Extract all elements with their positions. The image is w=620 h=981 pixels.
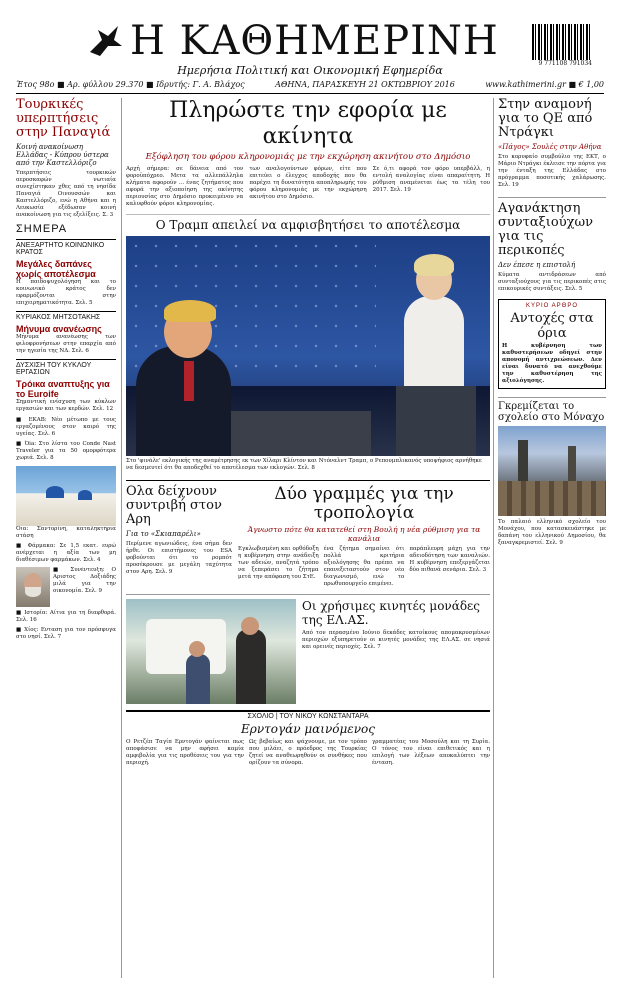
beard: [25, 587, 41, 597]
right-column: [498, 98, 606, 547]
brief-item: ■ Συνέντευξη: Ο Αριστος Δοξιάδης μιλά για την οικονομία. Σελ. 9: [53, 567, 116, 594]
issue-info-bar: [16, 80, 604, 94]
photo-caption: Στο 'φινάλε' εκλογικής της αναμέτρησης εκ των Χίλαρι Κλίντον και Ντόναλντ Τραμπ, ο Ρεπουμπλικανός υποψήφιος αρνήθηκε να δεσμευτεί ότι θα αποδεχθεί το αποτέλεσμα των εκλογών. Σελ. 8: [126, 458, 482, 471]
interviewee-photo: [16, 567, 50, 607]
opinion-headline[interactable]: Ερντογάν μαινόμενος: [241, 722, 375, 736]
editorial-headline[interactable]: Αντοχές στα όρια: [510, 311, 594, 341]
article-kicker: Για το «Σκιαπαρέλι»: [126, 530, 201, 538]
podium: [221, 411, 371, 456]
editorial-body: Η κυβέρνηση των καθυστερήσεων οδηγεί στην απονομή αντιχρεώσεων. Δεν είναι δυνατό να ανεχθούμε την καθυστέρηση της αξιολόγησης.: [502, 343, 602, 384]
brief-item[interactable]: ■ ΕΚΑΒ: Νέο μέτωπο με τους εργαζομένους στον καιρό της υγείας. Σελ. 6: [16, 417, 116, 437]
main-kicker: Εξόφληση του φόρου κληρονομιάς με την εκχώρηση ακινήτου στο Δημόσιο: [145, 152, 471, 162]
barcode-number: 9 771108 791034: [538, 60, 592, 67]
person: [186, 654, 210, 704]
brief-headline[interactable]: Μήνυμα ανανέωσης: [16, 324, 102, 334]
article-column: παράπλευρη μάχη για την αδειοδότηση των καναλιών. Η κυβέρνηση επεξεργάζεται δύο πιθανά σενάρια. Σελ. 3: [409, 546, 490, 573]
tie: [184, 361, 194, 401]
main-headline[interactable]: Πληρώστε την εφορία με ακίνητα: [169, 98, 447, 149]
article-body: Υπερπτήσεις τουρκικών αεροσκαφών νωτιαία συνεχίστηκαν χθες από τη νησίδα Παναγιά Οινουσσών και Καστελλόριζο, ενώ η Αθήνα και η Λευκωσία εξέδωσαν κοινή ανακοίνωση για τις εξελίξεις. Σ. 3: [16, 170, 116, 218]
article-headline[interactable]: Αγανάκτηση συνταξιούχων για τις περικοπές: [498, 197, 606, 258]
section-label: ΑΝΕΞΑΡΤΗΤΟ ΚΟΙΝΩΝΙΚΟ ΚΡΑΤΟΣ: [16, 239, 116, 256]
website-price: www.kathimerini.gr ■ € 1,00: [485, 80, 604, 89]
opinion-bar: ΣΧΟΛΙΟ | ΤΟΥ ΝΙΚΟΥ ΚΩΝΣΤΑΝΤΑΡΑ: [126, 710, 490, 720]
article-column: Ο Ρετζέπ Ταγίπ Ερντογάν φαίνεται πως αποφάσισε να μην αφήσει καμία αμφιβολία για τις προθέσεις του για την περιοχή.: [126, 739, 244, 766]
mars-article: [126, 485, 232, 588]
brief-body: Η παιδοψυχολόγηση και το κοινωνικό κράτος δεν εφαρμόζονται στην επιχειρηματικότητα. Σελ. 5: [16, 279, 116, 306]
tropologia-article: [238, 485, 490, 588]
article-column: Ως βεβαίως και ψάχνουμε, με τον τρόπο που μιλάει, ο πρόεδρος της Τουρκίας ζητεί να αναθεωρηθούν οι συνθήκες που ορίζουν τα σύνορα.: [249, 739, 367, 766]
main-column: [126, 98, 490, 767]
article-headline[interactable]: Ολα δείχνουν συντριβή στον Αρη: [126, 484, 222, 527]
article-kicker: Άγνωστο πότε θα κατατεθεί στη Βουλή η νέα ρύθμιση για τα κανάλια: [247, 525, 481, 543]
brief-body: Σημαντική ενίσχυση των κύκλων εργασιών και των κερδών. Σελ. 12: [16, 399, 116, 412]
article-column: των αναλογούντων φόρων, είτε που επιτεύει ο έλεγχος αποδοχής που θα παρέχει τη δυνατότητα αποπληρωμής του φόρου κληρονομιάς με την εκχώρηση ακινήτου στο Δημόσιο.: [249, 166, 367, 200]
brief-body: Μήνυμα ανανέωσης των φιλοφρονήσεων στην επαρχία από την ηγεσία της ΝΔ. Σελ. 6: [16, 334, 116, 354]
left-column: [16, 98, 116, 641]
munich-article: [498, 397, 606, 547]
trump-headline[interactable]: Ο Τραμπ απειλεί να αμφισβητήσει το αποτέλεσμα: [126, 214, 490, 232]
article-kicker: «Πάγος» Σουλές στην Αθήνα: [498, 143, 602, 151]
article-headline[interactable]: Γκρεμίζεται το σχολείο στο Μόναχο: [498, 401, 605, 423]
article-column: γραμματέας του Μοσούλη και τη Συρία. Ο τόνος του είναι επιθετικός και η επιλογή των λέξεων αποκαλύπτει την ένταση.: [372, 739, 490, 766]
brief-item[interactable]: ■ Ιστορία: Αίτια για τη διαφθορά. Σελ. 16: [16, 610, 116, 623]
debate-photo: [126, 236, 490, 456]
article-body: Κύματα αντιδράσεων από συνταξιούχους για τις περικοπές στις επικουρικές συντάξεις. Σελ. 5: [498, 272, 606, 292]
clinic-article: [302, 599, 490, 704]
church-dome: [78, 490, 92, 500]
article-kicker: Δεν έπεσε η επιστολή: [498, 261, 576, 269]
bird-logo-icon: [88, 22, 124, 58]
main-article-body: [126, 166, 490, 208]
barcode: [532, 24, 592, 60]
second-row: [126, 480, 490, 588]
brief-item[interactable]: ■ Όia: Στο λίστα του Conde Nast Traveler για τα 50 ομορφότερα χωριά. Σελ. 8: [16, 441, 116, 461]
brief-item[interactable]: ■ Χίος: Ενταση για τον πρόσφυγα στο νησί. Σελ. 7: [16, 627, 116, 640]
trump-hair: [164, 300, 216, 322]
church-dome: [46, 486, 64, 498]
podium: [396, 386, 476, 456]
brief-headline[interactable]: Τρόικα αναπτυξης για το Euroife: [16, 379, 110, 399]
head: [189, 641, 205, 657]
santorini-photo: [16, 466, 116, 526]
munich-photo: [498, 426, 606, 516]
article-headline[interactable]: Οι χρήσιμες κινητές μονάδες της ΕΛ.ΑΣ.: [302, 599, 480, 627]
section-label: ΚΥΡΙΑΚΟΣ ΜΗΤΣΟΤΑΚΗΣ: [16, 311, 116, 321]
third-row: [126, 594, 490, 704]
interview-brief[interactable]: [16, 567, 116, 607]
section-today-title: ΣΗΜΕΡΑ: [16, 223, 68, 235]
opinion-body: [126, 739, 490, 767]
article-column: Σε ό,τι αφορά τον φόρο υπερβάλλ, η εντολή αναλογίας είναι απαραίτητη. Η ρύθμιση αναμένεται έως τα τέλη του 2017. Σελ. 19: [372, 166, 490, 193]
clinton-hair: [414, 254, 454, 276]
rooftops: [498, 481, 606, 516]
editorial-label: ΚΥΡΙΟ ΑΡΘΡΟ: [525, 303, 578, 309]
newspaper-subtitle: Ημερήσια Πολιτική και Οικονομική Εφημερίδα: [177, 64, 443, 77]
head: [241, 617, 259, 635]
article-column: Αρχή σήμερα: σε δάνεια από τον φοροϋπόχρεο. Μετα τα αλλεπάλληλα κλήματα αφορούν ... ένας ζητήματος που αφορά την αξιοποίηση της ακίνητης περιουσίας στο Δημόσιο προκειμένου να καλυφθούν φόροι κληρονομίας.: [126, 166, 244, 207]
article-body: Στο κορυφαίο συμβούλιο της ΕΚΤ, ο Μάριο Ντράγκι έκλεισε την πόρτα για την ένταξη της Ελλάδας στο πρόγραμμα ποσοτικής χαλάρωσης. Σελ. 19: [498, 154, 606, 188]
police-clinic-photo: [126, 599, 296, 704]
section-label: ΔΥΣΧΙΣΗ ΤΟΥ ΚΥΚΛΟΥ ΕΡΓΑΣΙΩΝ: [16, 359, 116, 376]
article-headline[interactable]: Στην αναμονή για το QE από Ντράγκι: [498, 97, 593, 140]
brief-headline[interactable]: Μεγάλες δαπάνες χωρίς αποτέλεσμα: [16, 259, 96, 279]
person: [236, 629, 266, 704]
article-body: Από τον περασμένο Ιούνιο δεκάδες κατοίκους απομακρυσμένων περιοχών εξυπηρετούν οι κινητές μονάδες της ΕΛ.ΑΣ. σε νησιά και ορεινές περιοχές. Σελ. 7: [302, 630, 490, 650]
article-kicker: Κοινή ανακοίνωση Ελλάδας - Κύπρου ύστερα από την Καστελλόριζο: [16, 143, 109, 167]
column-divider: [493, 98, 494, 978]
column-divider: [121, 98, 122, 978]
article-column: ένα ζήτημα σημαίνει ότι πολλά κριτήρια αξιολόγησης θα πρέπει να επανεξεταστούν στον νέο διαγωνισμό, ενώ το πρωθυπουργείο επιμένει.: [323, 546, 405, 587]
article-headline[interactable]: Δύο γραμμές για την τροπολογία: [274, 484, 454, 523]
article-column: Εγκλωβισμένη και ορθόδοξη η κυβέρνηση στην ανάδειξη των αδειών, αναζητά τρόπο να ξεπεράσει το ζήτημα μετά την απόφαση του ΣτΕ.: [238, 546, 319, 580]
article-body: Περίμενε αγωνιώδεις, ένα σήμα δεν ήρθε. Οι επιστήμονες του ESA φοβούνται ότι το ρομπότ προσέκρουσε με μεγάλη ταχύτητα στον Αρη. Σελ. 9: [126, 541, 232, 575]
issue-number: Έτος 98ο ■ Αρ. φύλλου 29.370 ■ Ιδρυτής: Γ. Α. Βλάχος: [16, 80, 245, 89]
masthead: [0, 0, 620, 92]
brief-item[interactable]: ■ Φάρμακα: Σε 1,5 εκατ. ευρώ ανέρχεται η αξία των μη διαθέσιμων φαρμάκων. Σελ. 4: [16, 543, 116, 563]
newspaper-title: Η ΚΑΘΗΜΕΡΙΝΗ: [130, 18, 499, 64]
photo-caption: Όια: Σαντορίνη, καταληκτήρια στάση: [16, 526, 116, 539]
article-headline[interactable]: Τουρκικές υπερπτήσεις στην Παναγιά: [16, 97, 111, 140]
editorial-box: [498, 299, 606, 389]
article-body: Το παλαιό ελληνικό σχολείο του Μονάχου, που κατασκευάστηκε με δαπάνη του ελληνικού Δημοσίου, θα ξαναγκρεμιστεί. Σελ. 9: [498, 519, 606, 546]
issue-date: ΑΘΗΝΑ, ΠΑΡΑΣΚΕΥΗ 21 ΟΚΤΩΒΡΙΟΥ 2016: [275, 80, 455, 89]
